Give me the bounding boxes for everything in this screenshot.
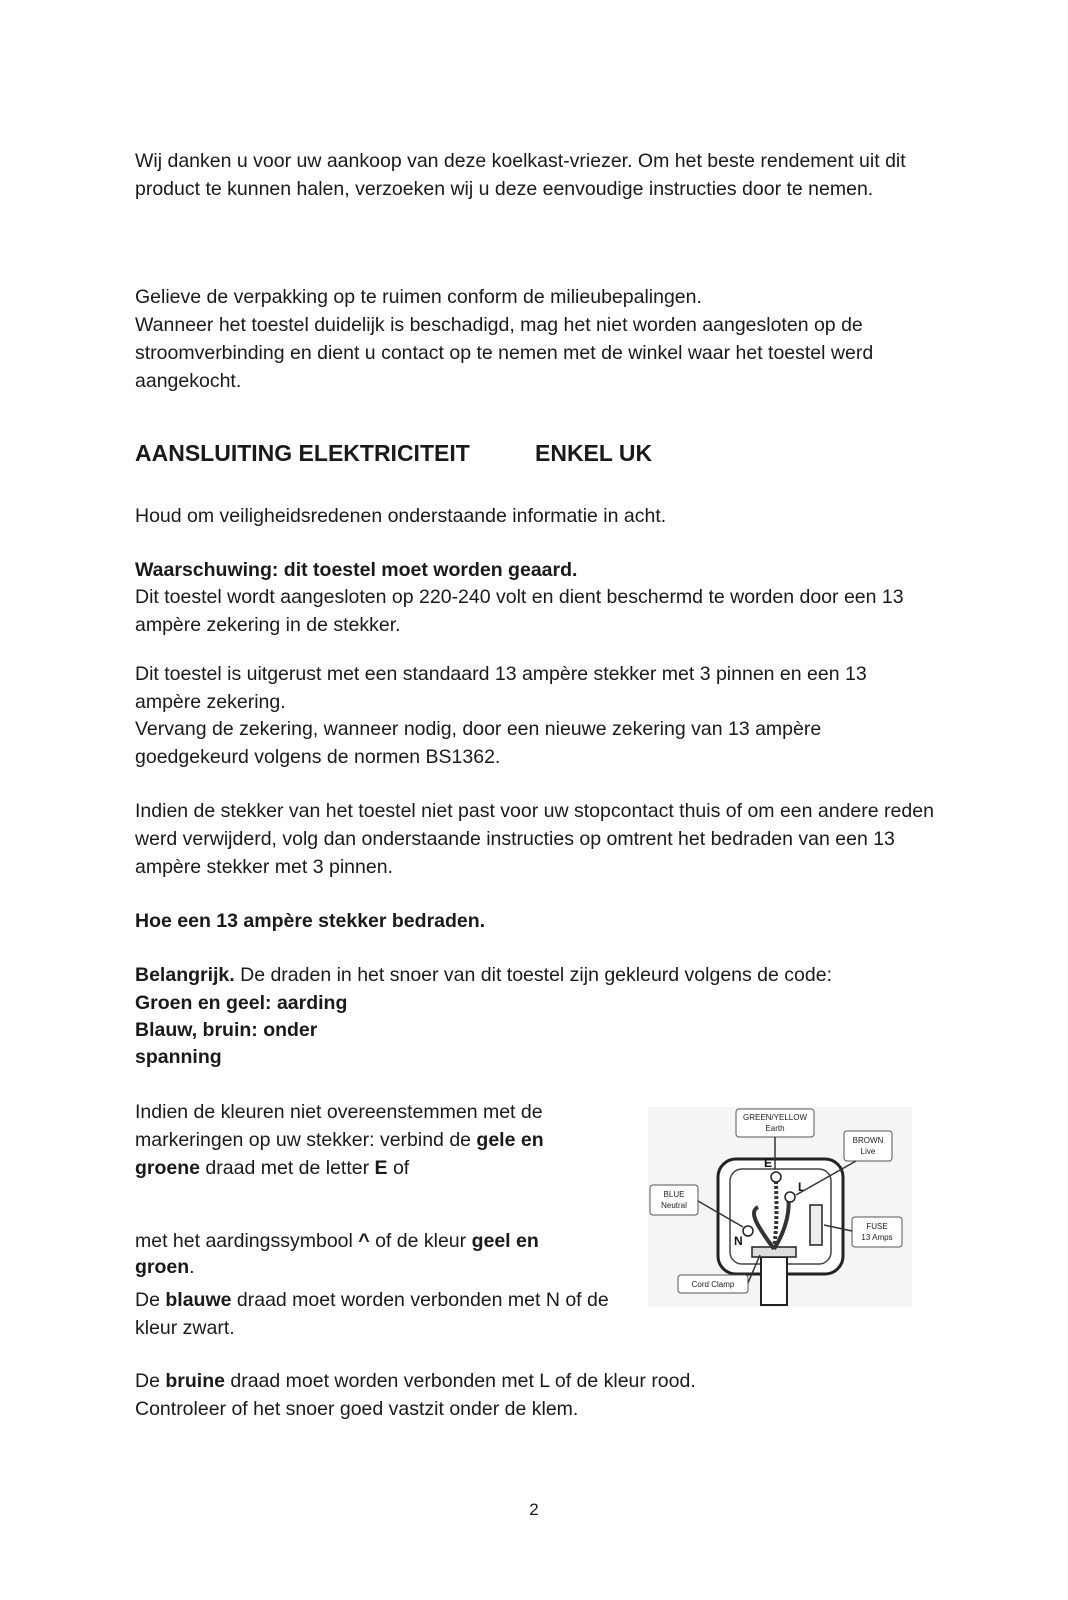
important-text: De draden in het snoer van dit toestel zijn gekleurd volgens de code: — [234, 964, 832, 986]
letter-e: E — [764, 1156, 773, 1170]
earth-text-c: of de kleur — [369, 1230, 472, 1252]
page-number: 2 — [529, 1500, 539, 1519]
clamp-paragraph: Controleer of het snoer goed vastzit onder de klem. — [135, 1398, 579, 1420]
green-yellow-label: GREEN/YELLOW — [742, 1113, 808, 1122]
live-label: Live — [860, 1147, 876, 1156]
earth-symbol-paragraph — [135, 1228, 590, 1280]
fuse-paragraph: Vervang de zekering, wanneer nodig, door een nieuwe zekering van 13 ampère goedgekeurd volgens de normen BS1362. — [135, 718, 822, 768]
neutral-label: Neutral — [661, 1201, 687, 1210]
heading-uk-only: ENKEL UK — [535, 440, 653, 466]
brown-text-color: bruine — [165, 1370, 225, 1392]
brown-text-c: draad moet worden verbonden met L of de kleur rood. — [224, 1370, 696, 1392]
blue-label: BLUE — [663, 1190, 685, 1199]
yg-text-color: gele en groene — [135, 1129, 544, 1179]
neutral-terminal — [743, 1226, 753, 1236]
yg-text-e: of — [387, 1157, 410, 1179]
yellow-green-paragraph — [135, 1098, 590, 1182]
cable — [761, 1257, 787, 1305]
fuse-cartridge — [810, 1205, 822, 1245]
letter-n: N — [734, 1234, 743, 1248]
fuse-label: FUSE — [866, 1222, 888, 1231]
earth-label: Earth — [765, 1124, 785, 1133]
blue-text-color: blauwe — [165, 1289, 232, 1311]
section-heading — [135, 440, 653, 467]
code-live: Blauw, bruin: onder — [135, 1019, 318, 1041]
code-live-cont: spanning — [135, 1046, 222, 1068]
disposal-paragraph: Gelieve de verpakking op te ruimen conform de milieubepalingen. — [135, 286, 702, 308]
brown-wire-paragraph — [135, 1367, 935, 1395]
howto-title: Hoe een 13 ampère stekker bedraden. — [135, 910, 486, 932]
earth-text-a: met het aardingssymbool — [135, 1230, 359, 1252]
safety-note: Houd om veiligheidsredenen onderstaande informatie in acht. — [135, 505, 667, 527]
blue-wire-paragraph — [135, 1286, 615, 1342]
earth-terminal — [771, 1172, 781, 1182]
brown-label: BROWN — [852, 1136, 884, 1145]
fuse-amps-label: 13 Amps — [861, 1233, 893, 1242]
earth-text-color: geel en groen — [135, 1230, 539, 1278]
letter-l: L — [798, 1180, 806, 1194]
intro-paragraph: Wij danken u voor uw aankoop van deze koelkast-vriezer. Om het beste rendement uit dit product te kunnen halen, verzoeken wij u deze eenvoudige instructies door te nemen. — [135, 150, 906, 200]
warning-title: Waarschuwing: dit toestel moet worden geaard. — [135, 559, 578, 581]
blue-text-a: De — [135, 1289, 166, 1311]
earth-symbol: ^ — [358, 1230, 370, 1252]
important-label: Belangrijk. — [135, 964, 235, 986]
yg-text-a: Indien de kleuren niet overeenstemmen met de markeringen op uw stekker: verbind de — [135, 1101, 543, 1151]
live-terminal — [785, 1192, 795, 1202]
plug-wiring-diagram — [648, 1107, 912, 1307]
code-earth: Groen en geel: aarding — [135, 992, 348, 1014]
blue-text-c: draad moet worden verbonden met N of de kleur zwart. — [135, 1289, 609, 1339]
heading-title: AANSLUITING ELEKTRICITEIT — [135, 440, 470, 466]
brown-text-a: De — [135, 1370, 166, 1392]
yg-text-c: draad met de letter — [200, 1157, 375, 1179]
replace-paragraph: Indien de stekker van het toestel niet past voor uw stopcontact thuis of om een andere reden werd verwijderd, volg dan onderstaande instructies op omtrent het bedraden van een 13 ampère stekker met 3 pinnen. — [135, 800, 934, 878]
important-paragraph — [135, 961, 935, 989]
damage-paragraph: Wanneer het toestel duidelijk is beschadigd, mag het niet worden aangesloten op de stroomverbinding en dient u contact op te nemen met de winkel waar het toestel werd aangekocht. — [135, 314, 874, 392]
earth-text-e: . — [189, 1256, 195, 1278]
plug-paragraph: Dit toestel is uitgerust met een standaard 13 ampère stekker met 3 pinnen en een 13 ampère zekering. — [135, 663, 867, 713]
cord-clamp-label: Cord Clamp — [691, 1280, 735, 1289]
yg-text-letter: E — [374, 1157, 388, 1179]
warning-text: Dit toestel wordt aangesloten op 220-240 volt en dient beschermd te worden door een 13 ampère zekering in de stekker. — [135, 586, 904, 636]
